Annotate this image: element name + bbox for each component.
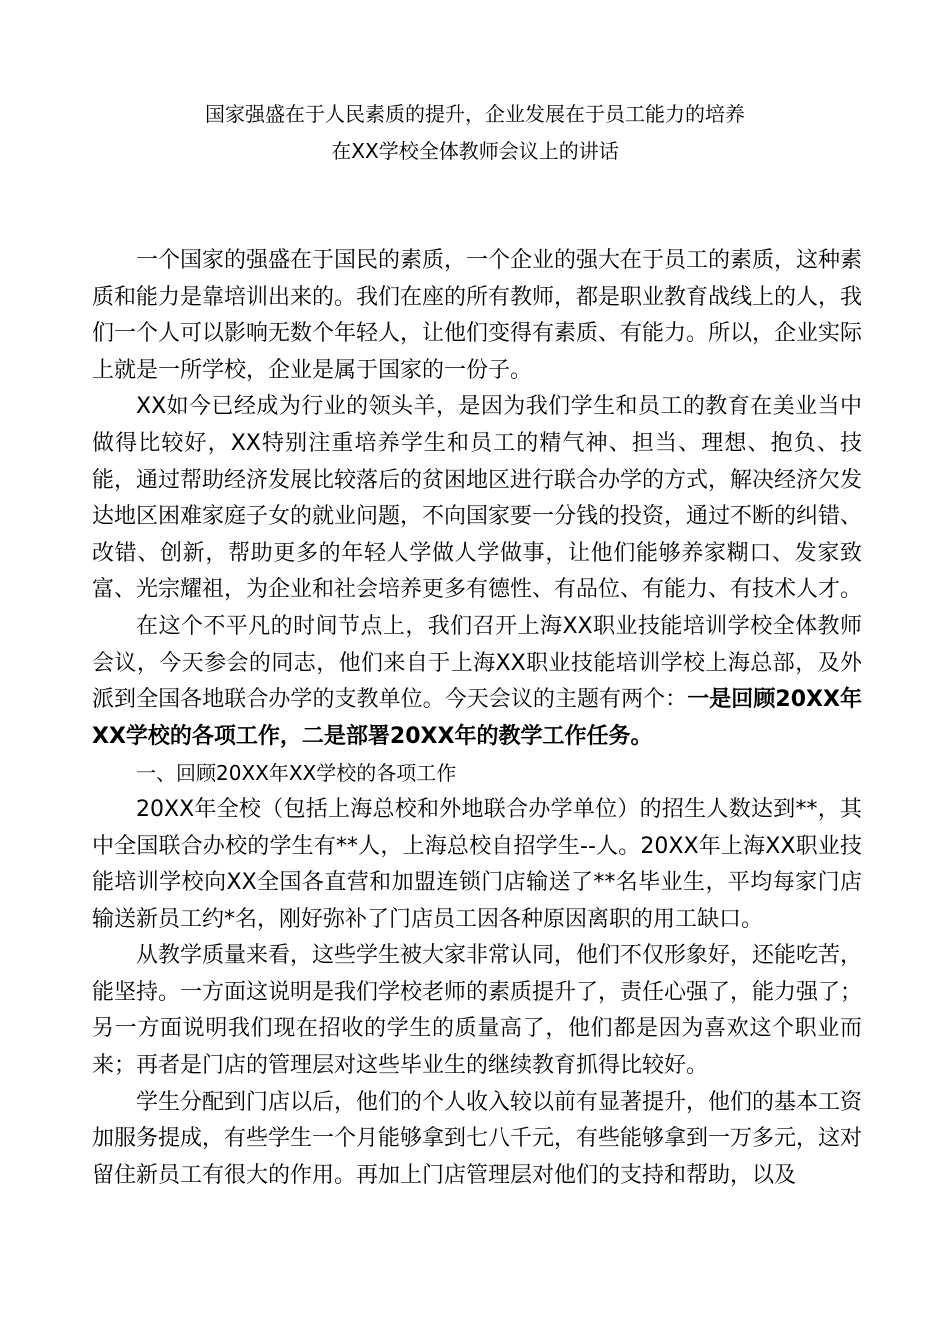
paragraph-2: XX如今已经成为行业的领头羊，是因为我们学生和员工的教育在美业当中做得比较好，XX特别注重培养学生和员工的精气神、担当、理想、抱负、技能，通过帮助经济发展比较落后的贫困地区进行联合办学的方式，解决经济欠发达地区困难家庭子女的就业问题，不向国家要一分钱的投资，通过不断的纠错、改错、创新，帮助更多的年轻人学做人学做事，让他们能够养家糊口、发家致富、光宗耀祖，为企业和社会培养更多有德性、有品位、有能力、有技术人才。	[92, 394, 863, 603]
paragraph-3-bold-text: 一是回顾20XX年XX学校的各项工作，二是部署20XX年的教学工作任务。	[92, 687, 862, 749]
paragraph-3-text: 在这个不平凡的时间节点上，我们召开上海XX职业技能培训学校全体教师会议，今天参会的同志，他们来自于上海XX职业技能培训学校上海总部，及外派到全国各地联合办学的支教单位。今天会议的主题有两个：	[92, 613, 862, 713]
document-title: 国家强盛在于人民素质的提升，企业发展在于员工能力的培养	[205, 102, 745, 126]
section-heading-1: 一、回顾20XX年XX学校的各项工作	[136, 761, 457, 786]
paragraph-4: 20XX年全校（包括上海总校和外地联合办学单位）的招生人数达到**，其中全国联合办校的学生有**人，上海总校自招学生--人。20XX年上海XX职业技能培训学校向XX全国各直营和加盟连锁门店输送了**名毕业生，平均每家门店输送新员工约*名，刚好弥补了门店员工因各种原因离职的用工缺口。	[92, 796, 862, 932]
paragraph-3	[92, 609, 862, 755]
paragraph-5: 从教学质量来看，这些学生被大家非常认同，他们不仅形象好，还能吃苦，能坚持。一方面这说明是我们学校老师的素质提升了，责任心强了，能力强了；另一方面说明我们现在招收的学生的质量高了，他们都是因为喜欢这个职业而来；再者是门店的管理层对这些毕业生的继续教育抓得比较好。	[92, 943, 863, 1079]
document-subtitle: 在XX学校全体教师会议上的讲话	[331, 139, 619, 163]
paragraph-1: 一个国家的强盛在于国民的素质，一个企业的强大在于员工的素质，这种素质和能力是靠培训出来的。我们在座的所有教师，都是职业教育战线上的人，我们一个人可以影响无数个年轻人，让他们变得有素质、有能力。所以，企业实际上就是一所学校，企业是属于国家的一份子。	[92, 248, 863, 383]
paragraph-6: 学生分配到门店以后，他们的个人收入较以前有显著提升，他们的基本工资加服务提成，有些学生一个月能够拿到七八千元，有些能够拿到一万多元，这对留住新员工有很大的作用。再加上门店管理层对他们的支持和帮助，以及	[92, 1089, 863, 1188]
document-body	[92, 243, 862, 1194]
